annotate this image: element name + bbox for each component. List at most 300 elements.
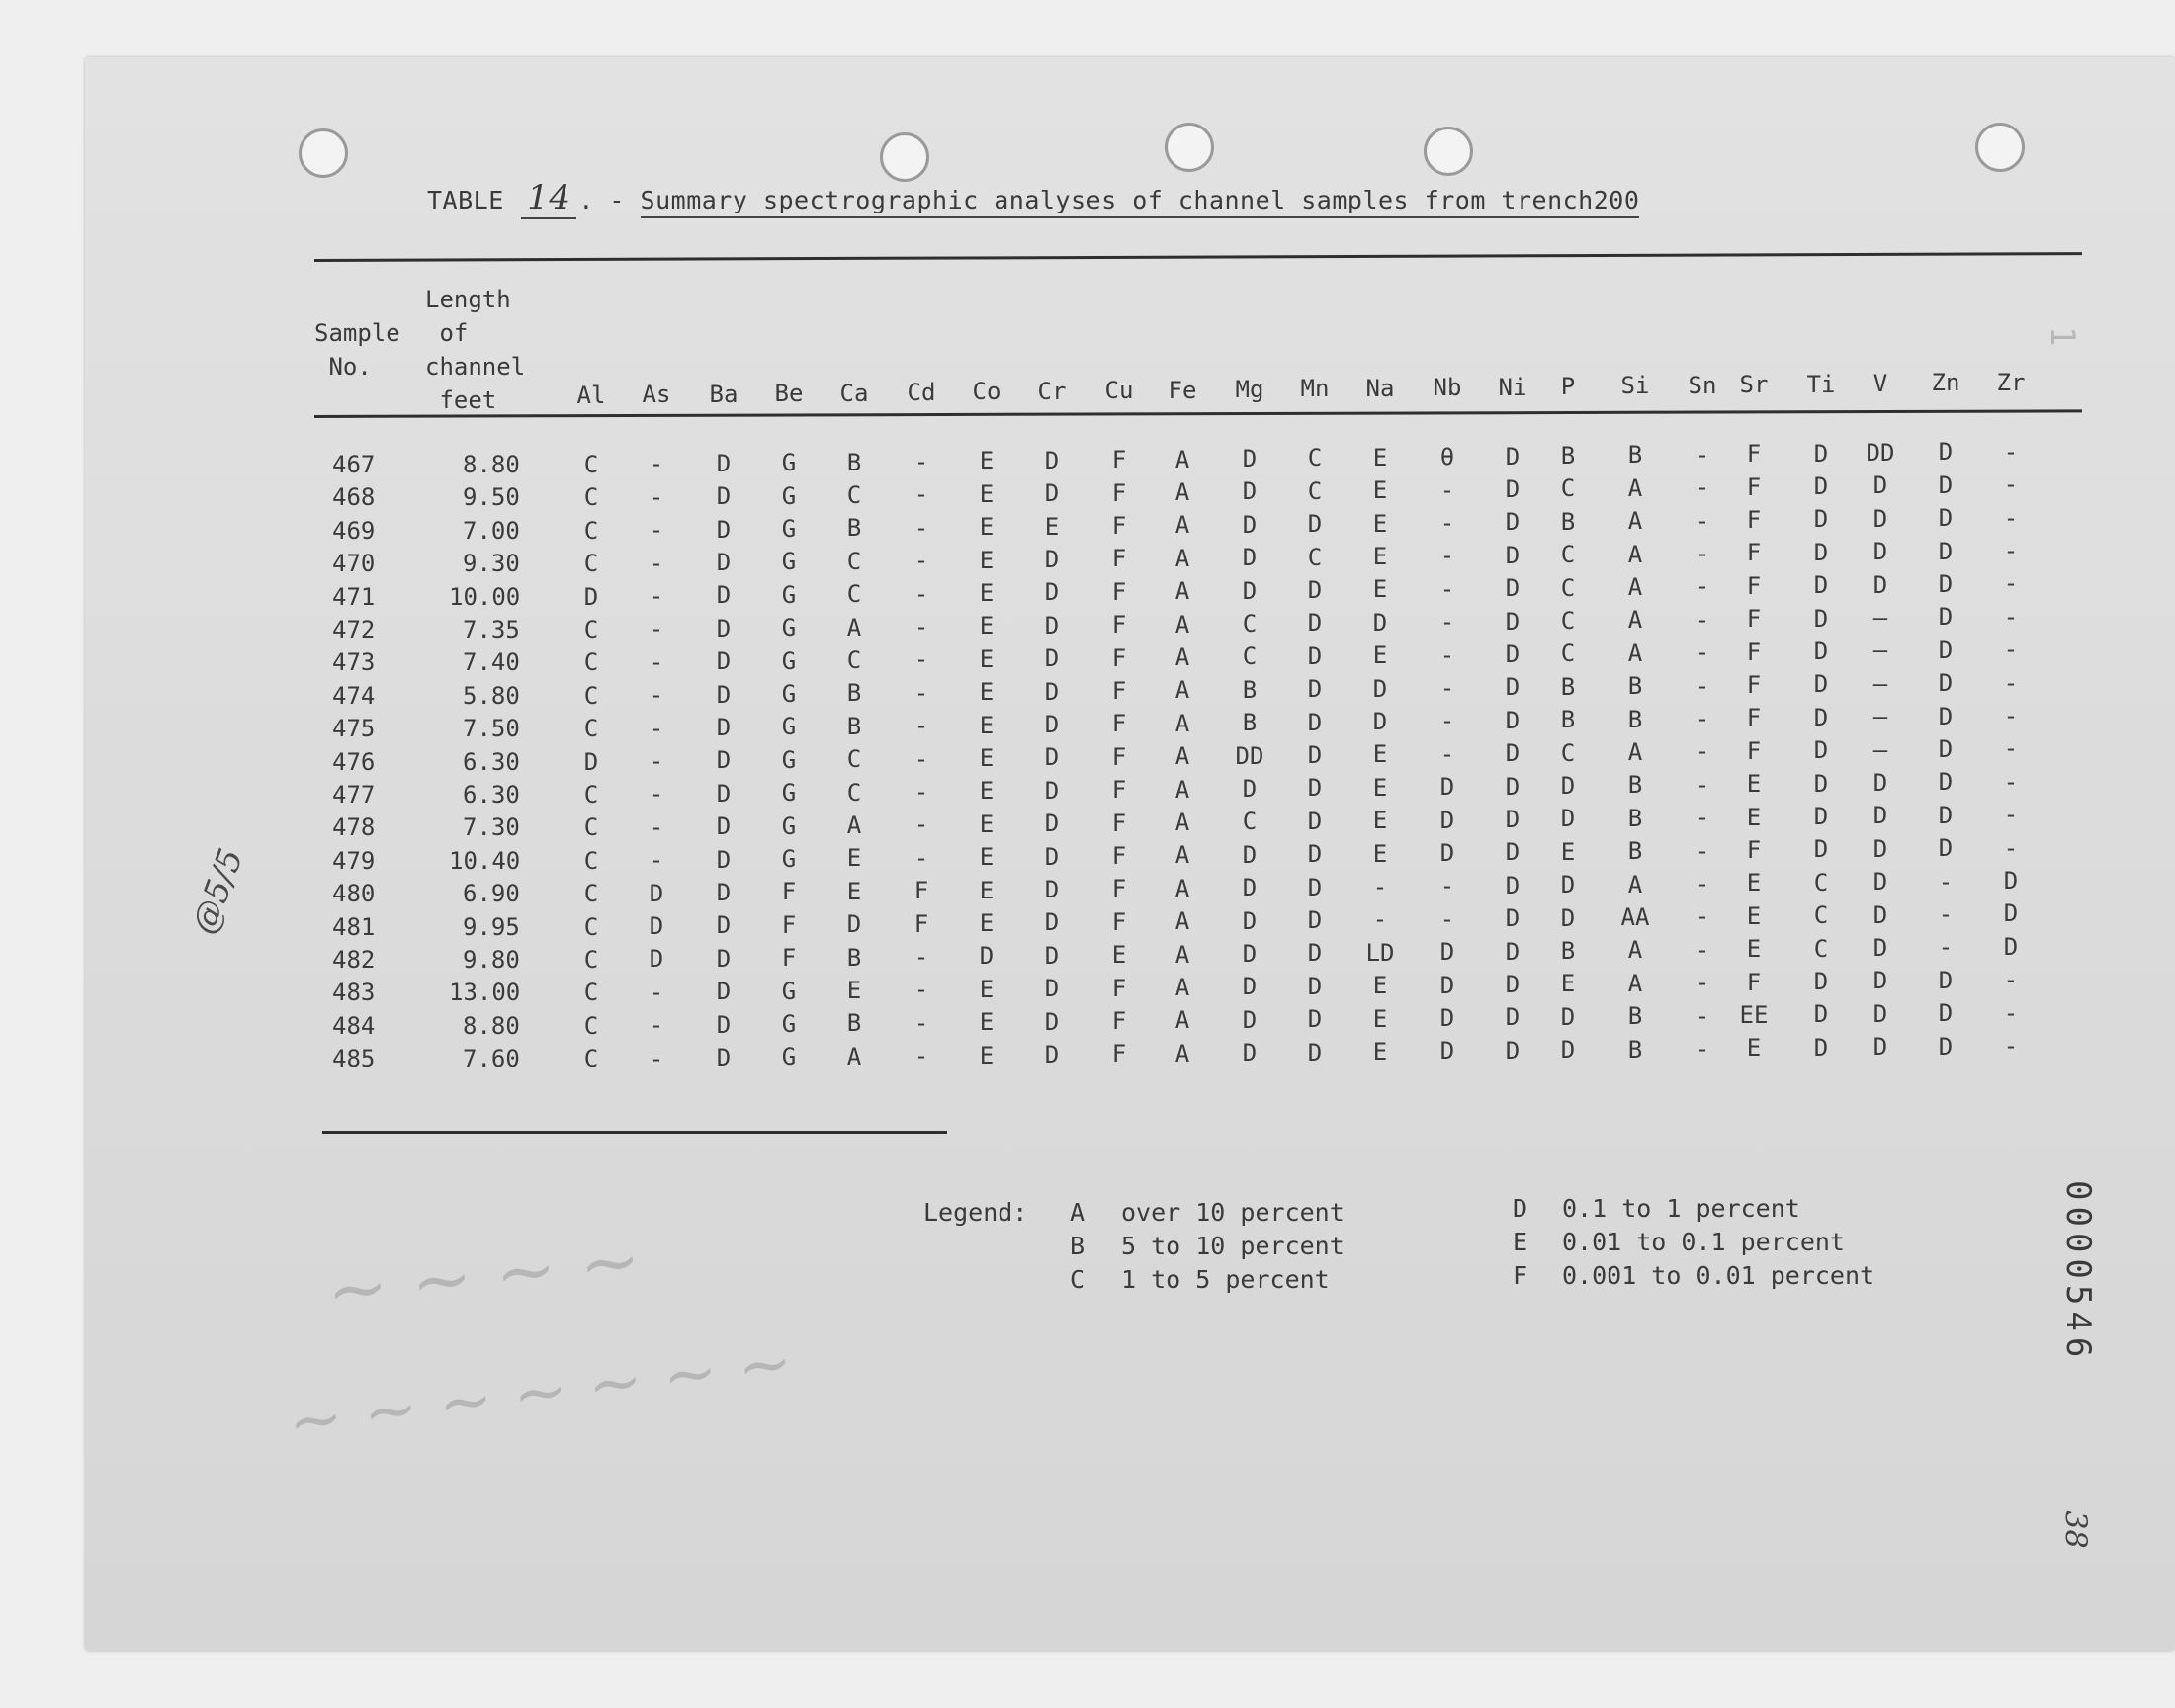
analysis-value: C	[583, 846, 599, 875]
analysis-value: -	[1938, 900, 1954, 928]
analysis-value: D	[1439, 839, 1455, 867]
analysis-value: D	[1560, 805, 1576, 833]
analysis-value: F	[1111, 446, 1127, 474]
analysis-value: F	[1746, 704, 1762, 732]
analysis-value: -	[2003, 569, 2019, 598]
analysis-value: -	[914, 645, 929, 674]
analysis-value: A	[1174, 809, 1190, 836]
analysis-value: LD	[1365, 938, 1395, 967]
analysis-value: D	[1044, 908, 1060, 937]
analysis-value: D	[1439, 971, 1455, 999]
analysis-value: G	[781, 449, 797, 477]
sample-number: 480	[332, 880, 376, 908]
analysis-value: -	[2003, 998, 2019, 1027]
analysis-value: -	[649, 615, 664, 643]
analysis-value: -	[914, 744, 929, 773]
analysis-value: E	[846, 877, 862, 905]
analysis-value: E	[1372, 1038, 1388, 1066]
analysis-value: B	[1627, 672, 1643, 701]
analysis-value: E	[979, 447, 995, 475]
analysis-value: D	[1505, 475, 1521, 503]
analysis-value: D	[1813, 769, 1829, 798]
analysis-value: -	[1695, 440, 1710, 469]
binder-hole	[1165, 123, 1214, 172]
analysis-value: -	[1695, 836, 1710, 865]
analysis-value: D	[1505, 706, 1521, 734]
analysis-value: D	[1044, 842, 1060, 871]
analysis-value: D	[1505, 739, 1521, 768]
analysis-value: D	[1560, 871, 1576, 899]
analysis-value: F	[1746, 539, 1762, 567]
analysis-value: -	[649, 582, 664, 610]
analysis-value: C	[583, 648, 599, 677]
analysis-value: C	[1560, 640, 1576, 668]
analysis-value: D	[1938, 834, 1954, 863]
analysis-value: G	[781, 481, 797, 510]
analysis-value: D	[1307, 1005, 1323, 1034]
analysis-value: F	[1111, 611, 1127, 640]
column-header-zr: Zr	[1996, 368, 2026, 396]
analysis-value: B	[1560, 442, 1576, 470]
analysis-value: B	[846, 712, 862, 740]
analysis-value: F	[1746, 472, 1762, 501]
analysis-value: -	[2003, 801, 2019, 829]
analysis-value: D	[1307, 609, 1323, 638]
analysis-value: -	[1695, 969, 1710, 997]
legend-text: 0.01 to 0.1 percent	[1562, 1228, 1845, 1256]
analysis-value: F	[914, 909, 929, 938]
analysis-value: D	[1560, 772, 1576, 800]
analysis-value: D	[716, 714, 732, 741]
analysis-value: C	[1307, 543, 1323, 571]
analysis-value: C	[583, 946, 599, 974]
analysis-value: -	[914, 547, 929, 575]
analysis-value: F	[1111, 643, 1127, 672]
sample-number: 481	[332, 912, 376, 941]
analysis-value: F	[1111, 974, 1127, 1002]
analysis-value: D	[1813, 439, 1829, 468]
table-title-dash: . -	[578, 186, 625, 214]
analysis-value: —	[1872, 637, 1888, 665]
analysis-value: -	[914, 613, 929, 640]
analysis-value: D	[1307, 906, 1323, 934]
analysis-value: AA	[1620, 903, 1650, 931]
analysis-value: D	[1505, 574, 1521, 603]
analysis-value: D	[1813, 1033, 1829, 1062]
analysis-value: G	[781, 548, 797, 576]
channel-length: 13.00	[449, 979, 521, 1007]
analysis-value: D	[1044, 941, 1060, 970]
analysis-value: A	[1174, 907, 1190, 936]
analysis-value: -	[1439, 475, 1455, 504]
analysis-value: E	[979, 513, 995, 542]
analysis-value: D	[1307, 675, 1323, 704]
analysis-value: E	[846, 844, 862, 873]
analysis-value: D	[1938, 603, 1954, 632]
header-length: Length of channel feet	[425, 286, 526, 414]
analysis-value: D	[716, 449, 732, 477]
analysis-value: E	[1372, 443, 1388, 471]
table-title-text: Summary spectrographic analyses of channel samples from trench200	[641, 186, 1640, 218]
analysis-value: B	[1627, 705, 1643, 733]
analysis-value: D	[716, 1010, 732, 1039]
legend-code: E	[1513, 1228, 1528, 1256]
analysis-value: D	[1439, 773, 1455, 802]
analysis-value: D	[583, 582, 599, 611]
channel-length: 7.40	[463, 648, 520, 677]
legend-text: 0.001 to 0.01 percent	[1562, 1261, 1875, 1290]
analysis-value: D	[1505, 904, 1521, 933]
analysis-value: D	[1242, 775, 1258, 803]
sample-number: 474	[332, 681, 376, 710]
margin-initials: @5/5	[184, 843, 252, 940]
analysis-value: D	[1242, 1039, 1258, 1068]
analysis-value: —	[1872, 703, 1888, 731]
analysis-value: D	[2003, 899, 2019, 928]
analysis-value: A	[1174, 478, 1190, 506]
analysis-value: E	[979, 579, 995, 607]
analysis-value: G	[781, 515, 797, 543]
analysis-value: F	[1111, 1040, 1127, 1068]
analysis-value: B	[1627, 1002, 1643, 1031]
analysis-value: -	[1695, 902, 1710, 931]
analysis-value: -	[649, 516, 664, 545]
analysis-value: -	[914, 448, 929, 475]
column-header-si: Si	[1620, 372, 1650, 400]
analysis-value: -	[1938, 933, 1954, 962]
analysis-value: F	[1746, 440, 1762, 469]
analysis-value: D	[1307, 510, 1323, 539]
analysis-value: -	[914, 1042, 929, 1070]
analysis-value: E	[1372, 1004, 1388, 1033]
analysis-value: -	[1439, 542, 1455, 570]
analysis-value: D	[1044, 578, 1060, 607]
analysis-value: D	[1938, 966, 1954, 994]
handwritten-page-number: 38	[2057, 1510, 2093, 1549]
analysis-value: D	[1044, 677, 1060, 706]
analysis-value: D	[716, 978, 732, 1006]
analysis-value: A	[1627, 540, 1643, 568]
analysis-value: D	[1813, 736, 1829, 765]
analysis-value: F	[914, 877, 929, 905]
analysis-value: D	[1242, 544, 1258, 572]
analysis-value: C	[1307, 444, 1323, 472]
analysis-value: D	[1813, 803, 1829, 830]
analysis-value: A	[1627, 936, 1643, 965]
analysis-value: B	[1627, 804, 1643, 832]
analysis-value: D	[1505, 806, 1521, 833]
analysis-value: G	[781, 745, 797, 774]
channel-length: 10.40	[449, 846, 521, 875]
analysis-value: D	[716, 779, 732, 808]
sample-number: 472	[332, 616, 376, 643]
analysis-value: D	[716, 482, 732, 511]
header-sample: Sample No.	[314, 319, 400, 381]
analysis-value: -	[1695, 1035, 1710, 1063]
analysis-value: D	[649, 879, 664, 907]
analysis-value: -	[914, 778, 929, 806]
analysis-value: -	[649, 549, 664, 577]
analysis-value: E	[1111, 941, 1127, 970]
analysis-value: C	[1560, 738, 1576, 767]
analysis-value: F	[1111, 875, 1127, 903]
analysis-value: A	[1174, 676, 1190, 705]
column-header-ca: Ca	[839, 379, 869, 407]
column-header-mn: Mn	[1300, 375, 1330, 403]
analysis-value: -	[1695, 737, 1710, 766]
analysis-value: A	[1174, 544, 1190, 572]
analysis-value: E	[1372, 575, 1388, 604]
analysis-value: D	[1242, 1005, 1258, 1034]
analysis-value: -	[649, 846, 664, 875]
analysis-value: D	[1307, 774, 1323, 803]
analysis-value: D	[1813, 1000, 1829, 1029]
analysis-value: D	[1307, 972, 1323, 1000]
analysis-value: C	[583, 681, 599, 710]
analysis-value: D	[1813, 968, 1829, 995]
analysis-value: -	[2003, 602, 2019, 631]
analysis-value: G	[781, 977, 797, 1005]
analysis-value: D	[1872, 967, 1888, 995]
analysis-value: G	[781, 779, 797, 808]
analysis-value: A	[1174, 742, 1190, 771]
table-bottom-rule	[322, 1131, 947, 1134]
analysis-value: D	[1938, 768, 1954, 797]
analysis-value: D	[1307, 576, 1323, 604]
analysis-value: F	[1746, 736, 1762, 765]
analysis-value: C	[583, 550, 599, 578]
analysis-value: D	[716, 944, 732, 973]
analysis-value: B	[1627, 441, 1643, 470]
analysis-value: D	[1813, 571, 1829, 600]
analysis-value: F	[1111, 677, 1127, 705]
analysis-value: -	[1695, 935, 1710, 964]
analysis-value: D	[1044, 975, 1060, 1003]
analysis-value: D	[1307, 939, 1323, 968]
table-title	[427, 178, 1639, 219]
analysis-value: A	[1627, 606, 1643, 635]
analysis-value: E	[979, 777, 995, 806]
analysis-value: B	[846, 514, 862, 543]
analysis-value: D	[1938, 537, 1954, 565]
channel-length: 7.35	[463, 616, 520, 643]
analysis-value: D	[1938, 735, 1954, 763]
channel-length: 6.30	[463, 781, 520, 809]
analysis-value: EE	[1739, 1001, 1769, 1029]
analysis-value: -	[1695, 639, 1710, 667]
analysis-value: -	[649, 978, 664, 1006]
analysis-value: C	[1813, 934, 1829, 963]
analysis-value: A	[846, 811, 862, 839]
analysis-value: DD	[1866, 439, 1895, 467]
analysis-value: D	[716, 911, 732, 940]
analysis-value: -	[1439, 872, 1455, 900]
analysis-value: B	[1560, 507, 1576, 536]
analysis-value: F	[1746, 836, 1762, 864]
faint-pencil-marks: ~ ~ ~ ~ ~ ~ ~	[284, 1324, 797, 1461]
analysis-value: E	[979, 744, 995, 772]
analysis-value: -	[914, 943, 929, 971]
table-number: 14	[521, 178, 576, 219]
analysis-value: -	[914, 843, 929, 872]
analysis-value: DD	[1235, 741, 1264, 770]
analysis-value: C	[1560, 474, 1576, 503]
analysis-value: C	[1560, 541, 1576, 569]
analysis-value: -	[649, 1011, 664, 1040]
analysis-value: D	[1560, 903, 1576, 932]
legend-code: A	[1070, 1198, 1086, 1227]
analysis-value: D	[1938, 570, 1954, 598]
analysis-value: E	[979, 711, 995, 739]
analysis-value: -	[914, 976, 929, 1004]
column-header-co: Co	[972, 378, 1001, 406]
analysis-value: F	[1111, 742, 1127, 771]
analysis-value: F	[781, 878, 797, 906]
analysis-value: E	[1746, 1034, 1762, 1063]
analysis-value: B	[846, 1009, 862, 1038]
column-header-sr: Sr	[1739, 371, 1769, 399]
sample-number: 470	[332, 550, 376, 578]
analysis-value: D	[1813, 472, 1829, 500]
analysis-value: -	[914, 513, 929, 542]
faint-pencil-marks: ~ ~ ~ ~	[322, 1217, 646, 1335]
analysis-value: -	[914, 712, 929, 740]
analysis-value: C	[1242, 642, 1258, 671]
analysis-value: -	[649, 647, 664, 676]
analysis-value: -	[1695, 540, 1710, 567]
analysis-value: C	[583, 912, 599, 941]
analysis-value: C	[1307, 476, 1323, 505]
analysis-value: D	[1872, 1033, 1888, 1062]
analysis-value: F	[1111, 1007, 1127, 1035]
channel-length: 6.30	[463, 747, 520, 776]
analysis-value: A	[1174, 610, 1190, 639]
analysis-value: D	[1813, 505, 1829, 534]
analysis-value: D	[1439, 806, 1455, 834]
analysis-value: B	[846, 679, 862, 708]
analysis-value: D	[1938, 504, 1954, 533]
legend-label: Legend:	[923, 1198, 1028, 1227]
analysis-value: E	[1044, 512, 1060, 541]
channel-length: 9.30	[463, 550, 520, 578]
analysis-value: A	[1174, 1039, 1190, 1068]
analysis-value: D	[1242, 906, 1258, 935]
analysis-value: D	[1872, 471, 1888, 500]
analysis-value: E	[979, 678, 995, 707]
column-header-ba: Ba	[709, 380, 739, 408]
analysis-value: G	[781, 845, 797, 873]
analysis-value: A	[1627, 969, 1643, 997]
analysis-value: F	[781, 944, 797, 973]
channel-length: 8.80	[463, 1011, 520, 1040]
channel-length: 7.60	[463, 1045, 520, 1073]
analysis-value: -	[1439, 739, 1455, 768]
binder-hole	[1975, 123, 2025, 172]
analysis-value: B	[846, 943, 862, 972]
sample-number: 468	[332, 483, 376, 512]
analysis-value: D	[1242, 940, 1258, 968]
analysis-value: D	[1044, 776, 1060, 805]
analysis-value: -	[2003, 833, 2019, 862]
channel-length: 6.90	[463, 880, 520, 908]
sample-number: 467	[332, 451, 376, 478]
analysis-value: -	[1439, 674, 1455, 702]
analysis-value: E	[1746, 901, 1762, 930]
analysis-value: E	[979, 843, 995, 872]
analysis-value: B	[1627, 1035, 1643, 1064]
analysis-value: D	[1439, 1004, 1455, 1032]
analysis-value: D	[1372, 708, 1388, 735]
analysis-value: D	[1813, 604, 1829, 633]
analysis-value: -	[1695, 804, 1710, 832]
analysis-value: G	[781, 811, 797, 840]
analysis-value: -	[2003, 636, 2019, 664]
analysis-value: C	[846, 547, 862, 575]
sample-number: 476	[332, 747, 376, 776]
analysis-value: C	[583, 880, 599, 908]
analysis-value: E	[979, 975, 995, 1003]
analysis-value: D	[1872, 834, 1888, 863]
analysis-value: D	[1505, 1003, 1521, 1032]
channel-length: 9.95	[463, 912, 520, 941]
analysis-value: B	[1242, 709, 1258, 737]
analysis-value: D	[1242, 973, 1258, 1001]
analysis-value: F	[1746, 671, 1762, 699]
analysis-value: D	[1439, 1037, 1455, 1066]
analysis-value: A	[1627, 738, 1643, 766]
analysis-value: -	[2003, 702, 2019, 729]
analysis-value: -	[1439, 509, 1455, 537]
analysis-value: -	[2003, 734, 2019, 763]
analysis-value: E	[1746, 935, 1762, 964]
analysis-value: E	[979, 1041, 995, 1069]
analysis-value: -	[649, 780, 664, 809]
analysis-value: E	[1372, 839, 1388, 868]
analysis-value: D	[1505, 971, 1521, 998]
analysis-value: -	[1695, 671, 1710, 700]
analysis-value: -	[1695, 572, 1710, 601]
analysis-value: -	[1695, 506, 1710, 535]
analysis-value: -	[649, 812, 664, 841]
channel-length: 7.30	[463, 813, 520, 842]
analysis-value: E	[979, 612, 995, 640]
legend-code: F	[1513, 1261, 1528, 1290]
analysis-value: E	[1560, 837, 1576, 866]
analysis-value: D	[716, 549, 732, 576]
analysis-value: E	[1746, 803, 1762, 831]
analysis-value: C	[583, 1011, 599, 1040]
analysis-value: F	[1746, 968, 1762, 996]
analysis-value: D	[716, 680, 732, 709]
analysis-value: -	[649, 482, 664, 511]
binder-hole	[1424, 127, 1473, 176]
analysis-value: F	[1111, 809, 1127, 837]
analysis-value: D	[716, 746, 732, 775]
analysis-value: A	[1627, 507, 1643, 536]
column-header-nb: Nb	[1433, 374, 1462, 402]
column-header-fe: Fe	[1168, 376, 1197, 404]
analysis-value: -	[1439, 574, 1455, 603]
analysis-value: D	[1372, 608, 1388, 637]
analysis-value: -	[914, 811, 929, 839]
analysis-value: -	[649, 747, 664, 775]
analysis-value: C	[583, 715, 599, 743]
analysis-value: A	[1174, 841, 1190, 870]
channel-length: 5.80	[463, 681, 520, 710]
analysis-value: -	[2003, 668, 2019, 697]
channel-length: 8.80	[463, 451, 520, 478]
analysis-value: G	[781, 713, 797, 741]
